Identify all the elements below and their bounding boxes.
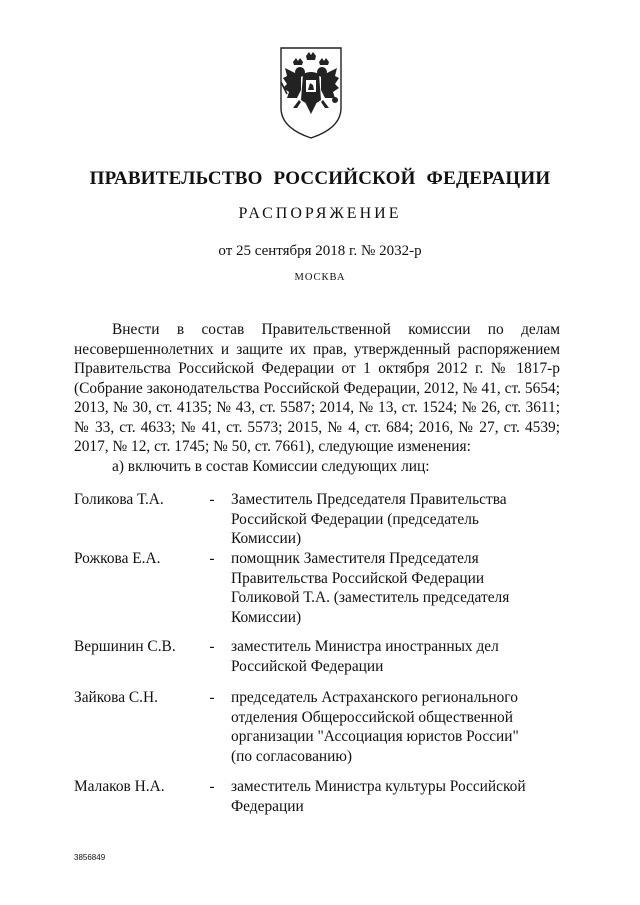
member-role: председатель Астраханского регионального отделения Общероссийской общественной организации "Ассоциация юристов России" (по согласованию)	[231, 689, 519, 765]
member-role: заместитель Министра культуры Российской Федерации	[231, 778, 526, 815]
member-row	[74, 637, 564, 688]
member-row	[74, 777, 564, 819]
document-city: МОСКВА	[294, 272, 346, 283]
member-row	[74, 490, 564, 549]
member-dash: -	[209, 491, 215, 508]
member-name: Зайкова С.Н.	[74, 689, 158, 706]
document-type: РАСПОРЯЖЕНИЕ	[238, 205, 402, 222]
member-role: Заместитель Председателя Правительства Российской Федерации (председатель Комиссии)	[231, 491, 507, 547]
document-code: 3856849	[74, 853, 106, 862]
main-paragraph: Внести в состав Правительственной комиссии по делам несовершеннолетних и защите их прав, утвержденный распоряжением Правительства Российской Федерации от 1 октября 2012 г. № 1817-р (Собрание законодательства Российской Федерации, 2012, № 41, ст. 5654; 2013, № 30, ст. 4135; № 43, ст. 5587; 2014, № 13, ст. 1524; № 26, ст. 3611; № 33, ст. 4633; № 41, ст. 5573; 2015, № 4, ст. 684; 2016, № 27, ст. 4539; 2017, № 12, ст. 1745; № 50, ст. 7661), следующие изменения:	[74, 321, 560, 455]
member-dash: -	[209, 550, 215, 567]
member-dash: -	[209, 638, 215, 655]
member-row	[74, 549, 564, 637]
organization-title: ПРАВИТЕЛЬСТВО РОССИЙСКОЙ ФЕДЕРАЦИИ	[89, 168, 551, 189]
member-name: Малаков Н.А.	[74, 778, 165, 795]
members-list	[74, 490, 564, 819]
member-name: Вершинин С.В.	[74, 638, 176, 655]
member-name: Голикова Т.А.	[74, 491, 164, 508]
member-dash: -	[209, 778, 215, 795]
main-text	[74, 320, 560, 476]
member-row	[74, 688, 564, 777]
document-date-number: от 25 сентября 2018 г. № 2032-р	[218, 243, 422, 259]
coat-of-arms-icon	[273, 42, 349, 142]
subpoint-a: а) включить в состав Комиссии следующих лиц:	[112, 457, 430, 475]
member-name: Рожкова Е.А.	[74, 550, 161, 567]
member-role: помощник Заместителя Председателя Правительства Российской Федерации Голиковой Т.А. (заместитель председателя Комиссии)	[231, 550, 510, 626]
member-role: заместитель Министра иностранных дел Российской Федерации	[231, 638, 499, 675]
member-dash: -	[209, 689, 215, 706]
